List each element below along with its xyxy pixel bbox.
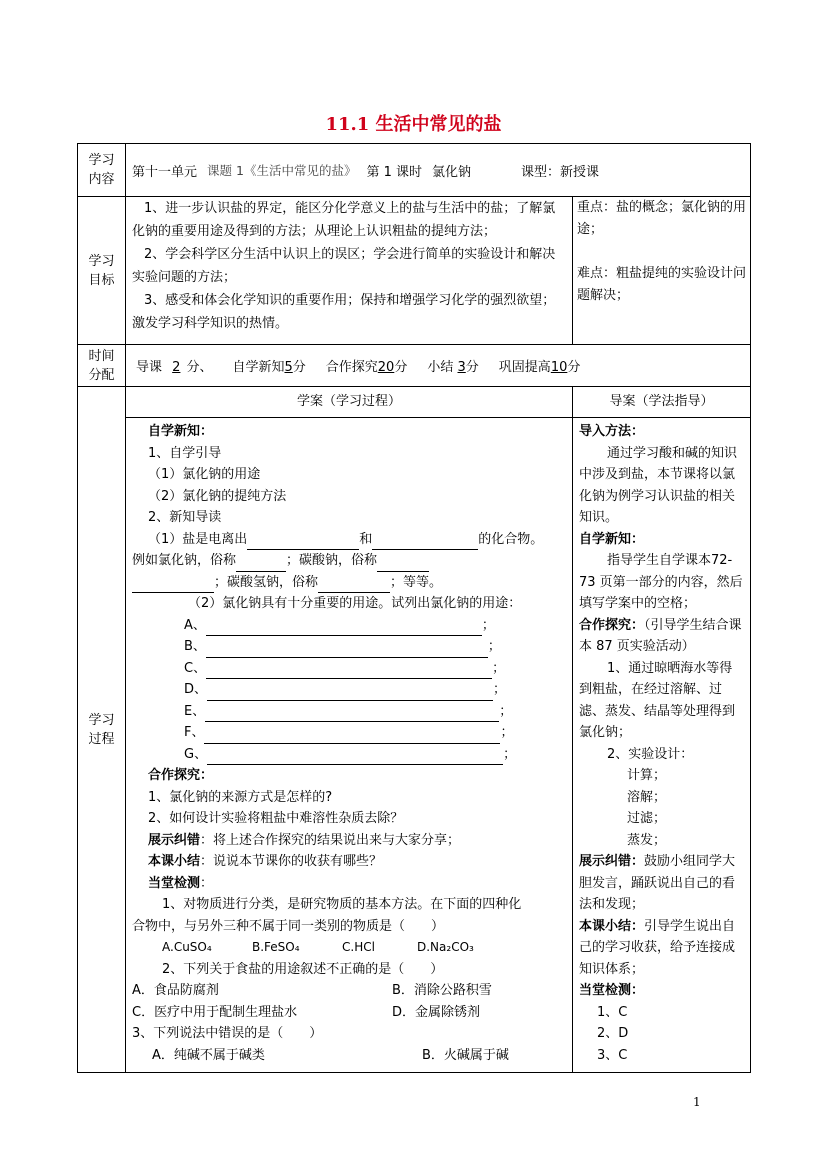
blank-input[interactable]	[207, 686, 493, 701]
page-number: 1	[693, 1095, 701, 1109]
page-title: 11.1 生活中常见的盐	[325, 114, 502, 135]
goals-list	[126, 197, 572, 335]
use-line	[132, 658, 566, 680]
course-topic: 课题 1《生活中常见的盐》	[207, 163, 357, 178]
semicolon: ；	[499, 703, 513, 719]
goal-3: 3、感受和体会化学知识的重要作用；保持和增强学习化学的强烈欲望；激发学习科学知识的热情。	[132, 293, 556, 331]
test-title: 当堂检测：	[148, 875, 214, 891]
blank-input[interactable]	[206, 664, 492, 679]
use-label: D、	[184, 682, 208, 697]
test-q3-options: A．纯碱不属于碱类 B．火碱属于碱	[152, 1047, 509, 1063]
key-point: 重点：盐的概念；氯化钠的用途；	[577, 200, 747, 237]
q1-line2: 例如氯化钠，俗称 ；碳酸钠，俗称	[132, 550, 566, 572]
guide-coop-2: 2、实验设计：	[607, 746, 694, 762]
semicolon: ；	[500, 725, 514, 740]
test-q1-cont: 合物中，与另外三种不属于同一类别的物质是（ ）	[132, 918, 445, 934]
blank-input[interactable]	[206, 621, 482, 636]
coop-q1: 1、氯化钠的来源方式是怎样的?	[148, 789, 333, 805]
guide-intro-text: 通过学习酸和碱的知识中涉及到盐，本节课将以氯化钠为例学习认识盐的相关知识。	[579, 445, 738, 525]
lesson-type: 课型：新授课	[521, 164, 600, 180]
use-line	[132, 701, 566, 723]
guide-self-title: 自学新知：	[579, 531, 645, 547]
answer: 1、C	[597, 1004, 628, 1020]
guide-intro-title: 导入方法：	[579, 424, 645, 439]
test-q3: 3、下列说法中错误的是（ ）	[132, 1026, 323, 1041]
step-1a: （1）氯化钠的用途	[148, 467, 261, 482]
blank-input[interactable]	[236, 557, 286, 572]
show-correct: 展示纠错：将上述合作探究的结果说出来与大家分享；	[148, 832, 461, 848]
guide-step: 计算；	[627, 768, 667, 783]
difficulty: 难点：粗盐提纯的实验设计问题解决；	[577, 266, 747, 303]
semicolon: ；	[493, 682, 507, 697]
blank-input[interactable]	[132, 578, 214, 593]
use-label: C、	[184, 660, 207, 676]
answer: 3、C	[597, 1047, 628, 1063]
time-intro: 2	[172, 359, 181, 375]
teaching-guide	[573, 418, 750, 1066]
time-consolidate: 10	[550, 359, 568, 375]
content-label: 学习内容	[78, 144, 126, 197]
self-study-title: 自学新知：	[148, 424, 214, 439]
test-q1: 1、对物质进行分类，是研究物质的基本方法。在下面的四种化	[162, 897, 522, 912]
use-label: B、	[184, 639, 206, 654]
use-line	[132, 744, 566, 766]
guide-step: 溶解；	[627, 789, 667, 805]
blank-input[interactable]	[205, 707, 499, 722]
goal-1: 1、进一步认识盐的界定，能区分化学意义上的盐与生活中的盐；了解氯化钠的重要用途及得到的方法；从理论上认识粗盐的提纯方法；	[132, 201, 556, 239]
guide-show: 展示纠错：鼓励小组同学大胆发言，踊跃说出自己的看法和发现；	[579, 854, 736, 912]
coop-q2: 2、如何设计实验将粗盐中难溶性杂质去除？	[148, 811, 404, 826]
blank-input[interactable]	[206, 643, 488, 658]
guide-summary: 本课小结：引导学生说出自己的学习收获，给予连接成知识体系；	[579, 918, 736, 977]
step-1: 1、自学引导	[148, 445, 222, 461]
test-q1-options: A.CuSO₄ B.FeSO₄ C.HCl D.Na₂CO₃	[162, 940, 474, 954]
test-q2-options-1: A．食品防腐剂 B．消除公路积雪	[132, 983, 492, 998]
subject: 氯化钠	[432, 164, 472, 180]
blank-input[interactable]	[318, 578, 390, 593]
uses-list	[132, 615, 566, 766]
use-label: E、	[184, 703, 206, 719]
time-summary: 3	[457, 359, 466, 375]
time-coop: 20	[377, 359, 395, 375]
study-plan	[126, 418, 572, 1066]
blank-input[interactable]	[247, 535, 359, 550]
use-label: G、	[184, 746, 208, 762]
semicolon: ；	[492, 660, 506, 676]
step-2: 2、新知导读	[148, 510, 222, 525]
goals-label: 学习目标	[78, 197, 126, 345]
semicolon: ；	[487, 639, 501, 654]
test-q2-options-2: C．医疗中用于配制生理盐水 D．金属除锈剂	[132, 1004, 481, 1020]
guide-self-text: 指导学生自学课本72-73 页第一部分的内容，然后填写学案中的空格；	[579, 553, 743, 611]
guide-step: 蒸发；	[627, 832, 667, 848]
q1-line3: ；碳酸氢钠，俗称 ；等等。	[132, 572, 566, 594]
left-col-header: 学案（学习过程）	[126, 387, 573, 418]
blank-input[interactable]	[377, 557, 429, 572]
time-label: 时间分配	[78, 345, 126, 387]
semicolon: ；	[503, 746, 517, 762]
goal-2: 2、学会科学区分生活中认识上的误区；学会进行简单的实验设计和解决实验问题的方法；	[132, 247, 556, 285]
time-allocation: 导课 2 分、 自学新知5分 合作探究20分 小结 3分 巩固提高10分	[136, 359, 581, 375]
use-line	[132, 615, 566, 637]
guide-coop-1: 1、通过晾晒海水等得到粗盐，在经过溶解、过滤、蒸发、结晶等处理得到氯化钠；	[579, 660, 736, 740]
guide-coop: 合作探究：（引导学生结合课本 87 页实验活动）	[579, 617, 742, 654]
summary: 本课小结：说说本节课你的收获有哪些？	[148, 854, 383, 869]
answer: 2、D	[597, 1026, 629, 1041]
time-self: 5	[284, 359, 293, 375]
process-label: 学习过程	[78, 387, 126, 1073]
blank-input[interactable]	[207, 750, 503, 765]
blank-input[interactable]	[204, 729, 500, 744]
semicolon: ；	[481, 617, 495, 633]
period: 第 1 课时	[366, 164, 422, 180]
use-line	[132, 679, 566, 701]
coop-title: 合作探究：	[148, 768, 214, 783]
content-row	[126, 144, 750, 196]
blank-input[interactable]	[372, 535, 478, 550]
use-line	[132, 722, 566, 744]
q1-line1: （1）盐是电离出 和 的化合物。	[132, 529, 566, 551]
step-1b: （2）氯化钠的提纯方法	[148, 488, 287, 504]
use-line	[132, 636, 566, 658]
use-label: A、	[184, 617, 206, 633]
guide-test-title: 当堂检测：	[579, 983, 645, 998]
guide-step: 过滤；	[627, 811, 667, 826]
lesson-plan-table	[77, 143, 751, 1073]
q2: （2）氯化钠具有十分重要的用途。试列出氯化钠的用途：	[188, 596, 522, 611]
unit: 第十一单元	[132, 164, 198, 180]
use-label: F、	[184, 725, 205, 740]
right-col-header: 导案（学法指导）	[573, 387, 751, 418]
test-q2: 2、下列关于食盐的用途叙述不正确的是（ ）	[162, 961, 444, 977]
